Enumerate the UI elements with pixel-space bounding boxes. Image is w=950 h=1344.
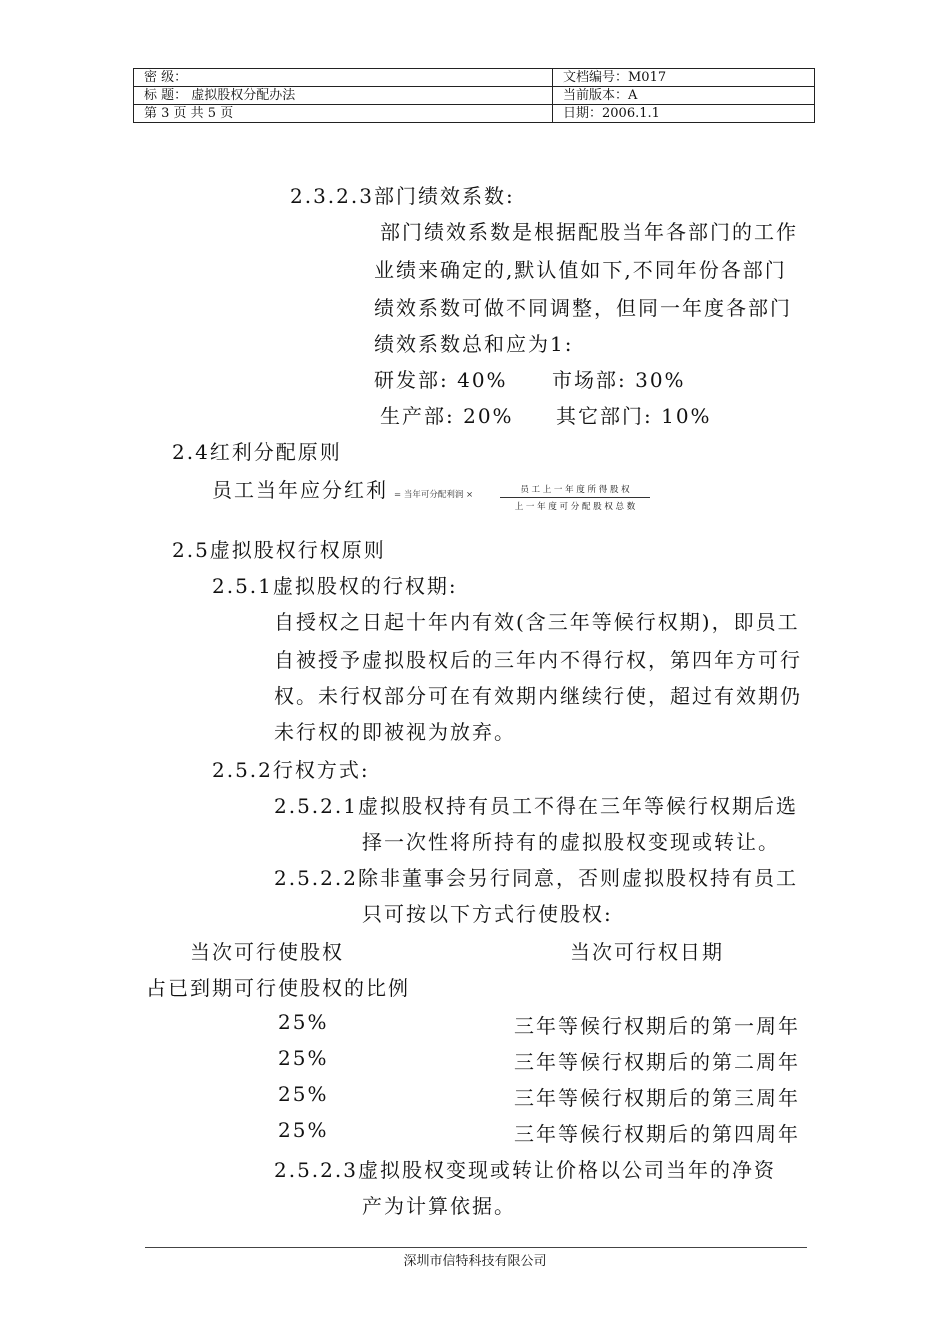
schedule-row-pct: 25% — [278, 1082, 329, 1106]
bonus-formula-label: 员工当年应分红利 — [212, 478, 388, 502]
schedule-row-when: 三年等候行权期后的第三周年 — [514, 1086, 800, 1110]
section-2323-paragraph-line: 业绩来确定的,默认值如下,不同年份各部门 — [374, 258, 787, 282]
schedule-row-when: 三年等候行权期后的第二周年 — [514, 1050, 800, 1074]
doc-date: 日期：2006.1.1 — [553, 105, 815, 123]
bonus-formula-numerator: 员 工 上 一 年 度 所 得 股 权 — [500, 483, 650, 498]
bonus-formula-fraction — [500, 483, 650, 512]
page-info: 第 3 页 共 5 页 — [134, 105, 553, 123]
section-2521-line: 2.5.2.1虚拟股权持有员工不得在三年等候行权期后选 — [274, 794, 798, 818]
section-251-paragraph-line: 未行权的即被视为放弃。 — [274, 720, 516, 744]
schedule-row-pct: 25% — [278, 1118, 329, 1142]
footer-company: 深圳市信特科技有限公司 — [403, 1254, 547, 1269]
dept-other-coefficient: 其它部门: 10% — [556, 404, 712, 428]
section-251-paragraph-line: 自授权之日起十年内有效(含三年等候行权期)，即员工 — [274, 610, 800, 634]
schedule-row-when: 三年等候行权期后的第四周年 — [514, 1122, 800, 1146]
dept-rd-coefficient: 研发部: 40% — [374, 368, 508, 392]
section-251-heading: 2.5.1虚拟股权的行权期: — [212, 574, 458, 598]
section-24-heading: 2.4红利分配原则 — [172, 440, 342, 464]
schedule-column-header-ratio-cont: 占已到期可行使股权的比例 — [146, 976, 410, 1000]
section-2323-paragraph-line: 绩效系数总和应为1: — [374, 332, 574, 356]
section-2523-line: 产为计算依据。 — [362, 1194, 516, 1218]
schedule-column-header-ratio: 当次可行使股权 — [190, 940, 344, 964]
schedule-row-pct: 25% — [278, 1046, 329, 1070]
section-251-paragraph-line: 自被授予虚拟股权后的三年内不得行权，第四年方可行 — [274, 648, 802, 672]
section-251-paragraph-line: 权。未行权部分可在有效期内继续行使，超过有效期仍 — [274, 684, 802, 708]
secret-level: 密 级： — [134, 69, 553, 87]
dept-market-coefficient: 市场部: 30% — [552, 368, 686, 392]
section-2323-paragraph-line: 部门绩效系数是根据配股当年各部门的工作 — [380, 220, 798, 244]
footer-divider — [145, 1247, 807, 1248]
section-2522-line: 2.5.2.2除非董事会另行同意，否则虚拟股权持有员工 — [274, 866, 798, 890]
section-2323-paragraph-line: 绩效系数可做不同调整，但同一年度各部门 — [374, 296, 792, 320]
schedule-row-pct: 25% — [278, 1010, 329, 1034]
doc-number: 文档编号：M017 — [553, 69, 815, 87]
dept-production-coefficient: 生产部: 20% — [380, 404, 514, 428]
bonus-formula-left: = 当年可分配利润 × — [394, 490, 474, 500]
section-2323-heading: 2.3.2.3部门绩效系数: — [290, 184, 515, 208]
doc-title: 标 题： 虚拟股权分配办法 — [134, 87, 553, 105]
section-2522-line: 只可按以下方式行使股权: — [362, 902, 613, 926]
section-25-heading: 2.5虚拟股权行权原则 — [172, 538, 386, 562]
section-252-heading: 2.5.2行权方式: — [212, 758, 370, 782]
doc-version: 当前版本：A — [553, 87, 815, 105]
section-2521-line: 择一次性将所持有的虚拟股权变现或转让。 — [362, 830, 780, 854]
schedule-row-when: 三年等候行权期后的第一周年 — [514, 1014, 800, 1038]
section-2523-line: 2.5.2.3虚拟股权变现或转让价格以公司当年的净资 — [274, 1158, 776, 1182]
schedule-column-header-date: 当次可行权日期 — [570, 940, 724, 964]
bonus-formula-denominator: 上 一 年 度 可 分 配 股 权 总 数 — [514, 502, 636, 512]
document-header-table — [133, 68, 815, 123]
